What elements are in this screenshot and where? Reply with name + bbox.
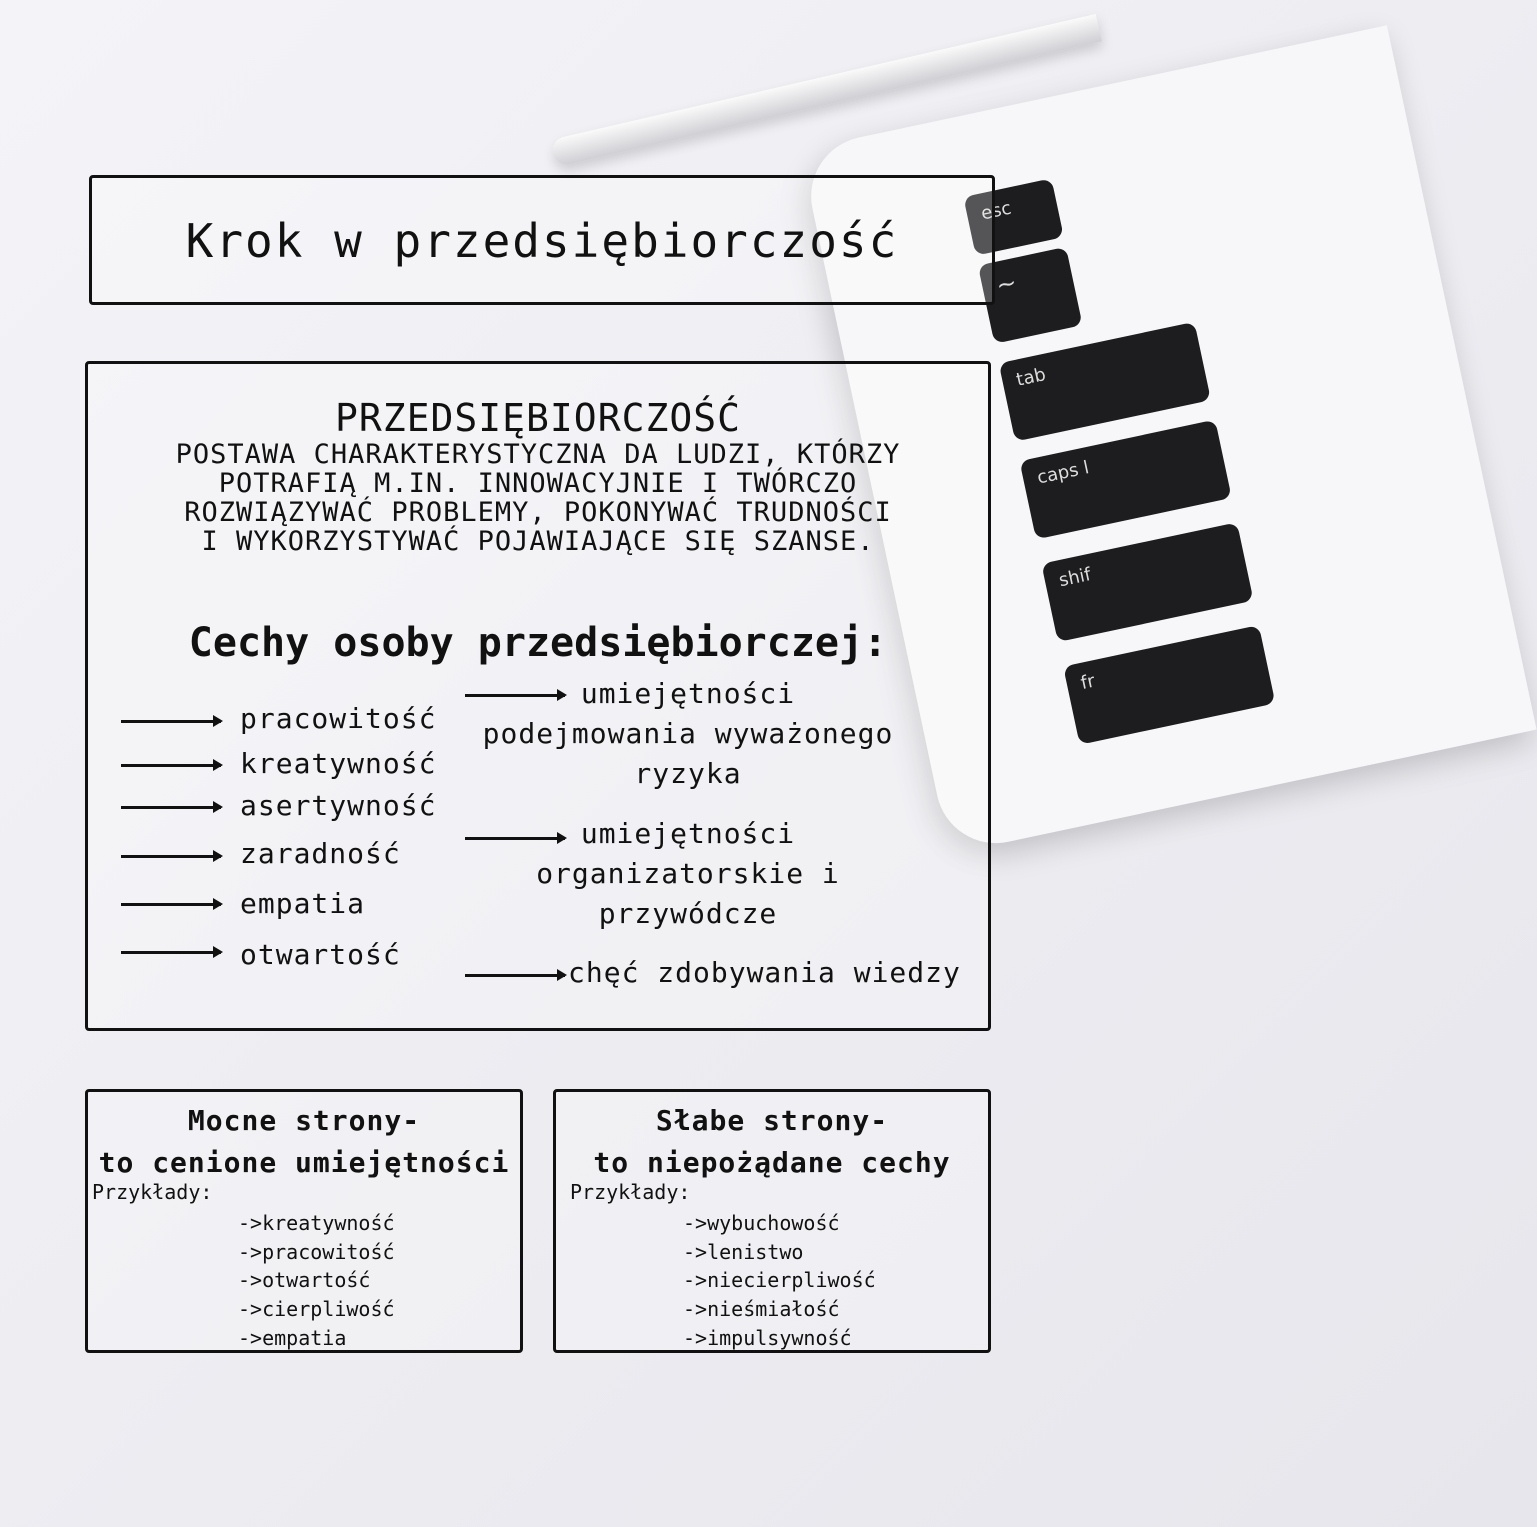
traits-title: Cechy osoby przedsiębiorczej: <box>188 620 888 666</box>
weaknesses-title-line: Słabe strony- <box>655 1104 889 1137</box>
arrow-icon <box>121 720 221 723</box>
definition-line: POSTAWA CHARAKTERYSTYCZNA DA LUDZI, KTÓRZY <box>175 439 901 470</box>
trait-line: umiejętności <box>580 677 796 710</box>
list-item: ->niecierpliwość <box>683 1268 876 1293</box>
definition-line: ROZWIĄZYWAĆ PROBLEMY, POKONYWAĆ TRUDNOŚCI <box>184 497 892 528</box>
list-item: ->otwartość <box>238 1268 371 1293</box>
strengths-box <box>85 1089 523 1353</box>
strengths-title <box>88 1100 520 1184</box>
key-shift: shif <box>1041 522 1253 642</box>
key-tab: tab <box>999 322 1211 442</box>
key-caps: caps l <box>1019 420 1231 540</box>
arrow-icon <box>465 974 565 977</box>
weaknesses-box <box>553 1089 991 1353</box>
trait-item-multiline <box>468 814 908 934</box>
trait-item: otwartość <box>240 938 401 971</box>
trait-line: ryzyka <box>634 757 742 790</box>
trait-item: pracowitość <box>240 702 437 735</box>
list-item: ->lenistwo <box>683 1239 804 1264</box>
definition-line: POTRAFIĄ M.IN. INNOWACYJNIE I TWÓRCZO <box>218 468 858 499</box>
trait-line: podejmowania wyważonego <box>482 717 894 750</box>
arrow-icon <box>121 855 221 858</box>
trait-item: empatia <box>240 887 366 920</box>
key-fn: fr <box>1063 625 1275 745</box>
arrow-icon <box>121 764 221 767</box>
weaknesses-list <box>683 1209 876 1353</box>
trait-item: chęć zdobywania wiedzy <box>568 956 961 989</box>
key-esc: esc <box>963 178 1064 255</box>
examples-label: Przykłady: <box>570 1180 691 1204</box>
trait-item-multiline <box>468 674 908 794</box>
list-item: ->kreatywność <box>238 1211 395 1235</box>
definition-term: PRZEDSIĘBIORCZOŚĆ <box>335 396 741 440</box>
examples-label: Przykłady: <box>92 1180 213 1204</box>
definition-box <box>85 361 991 1031</box>
list-item: ->empatia <box>238 1325 347 1350</box>
list-item: ->pracowitość <box>238 1239 395 1264</box>
strengths-title-line: Mocne strony- <box>187 1104 421 1137</box>
definition-line: I WYKORZYSTYWAĆ POJAWIAJĄCE SIĘ SZANSE. <box>201 526 875 557</box>
weaknesses-title-line: to niepożądane cechy <box>593 1146 951 1179</box>
page-title: Krok w przedsiębiorczość <box>185 214 899 268</box>
trait-item: asertywność <box>240 789 437 822</box>
list-item: ->wybuchowość <box>683 1211 840 1235</box>
list-item: ->cierpliwość <box>238 1297 395 1322</box>
weaknesses-title <box>556 1100 988 1184</box>
trait-item: zaradność <box>240 837 401 870</box>
definition-text <box>108 440 968 556</box>
arrow-icon <box>121 903 221 906</box>
key-tilde: ~ <box>978 247 1083 344</box>
title-box <box>89 175 995 305</box>
strengths-title-line: to cenione umiejętności <box>98 1146 510 1179</box>
list-item: ->nieśmiałość <box>683 1297 840 1322</box>
list-item: ->impulsywność <box>683 1325 852 1350</box>
trait-line: umiejętności <box>580 817 796 850</box>
arrow-icon <box>121 806 221 809</box>
strengths-list <box>238 1209 395 1353</box>
trait-item: kreatywność <box>240 747 437 780</box>
trait-line: przywódcze <box>598 897 778 930</box>
trait-line: organizatorskie i <box>536 857 840 890</box>
arrow-icon <box>121 951 221 954</box>
